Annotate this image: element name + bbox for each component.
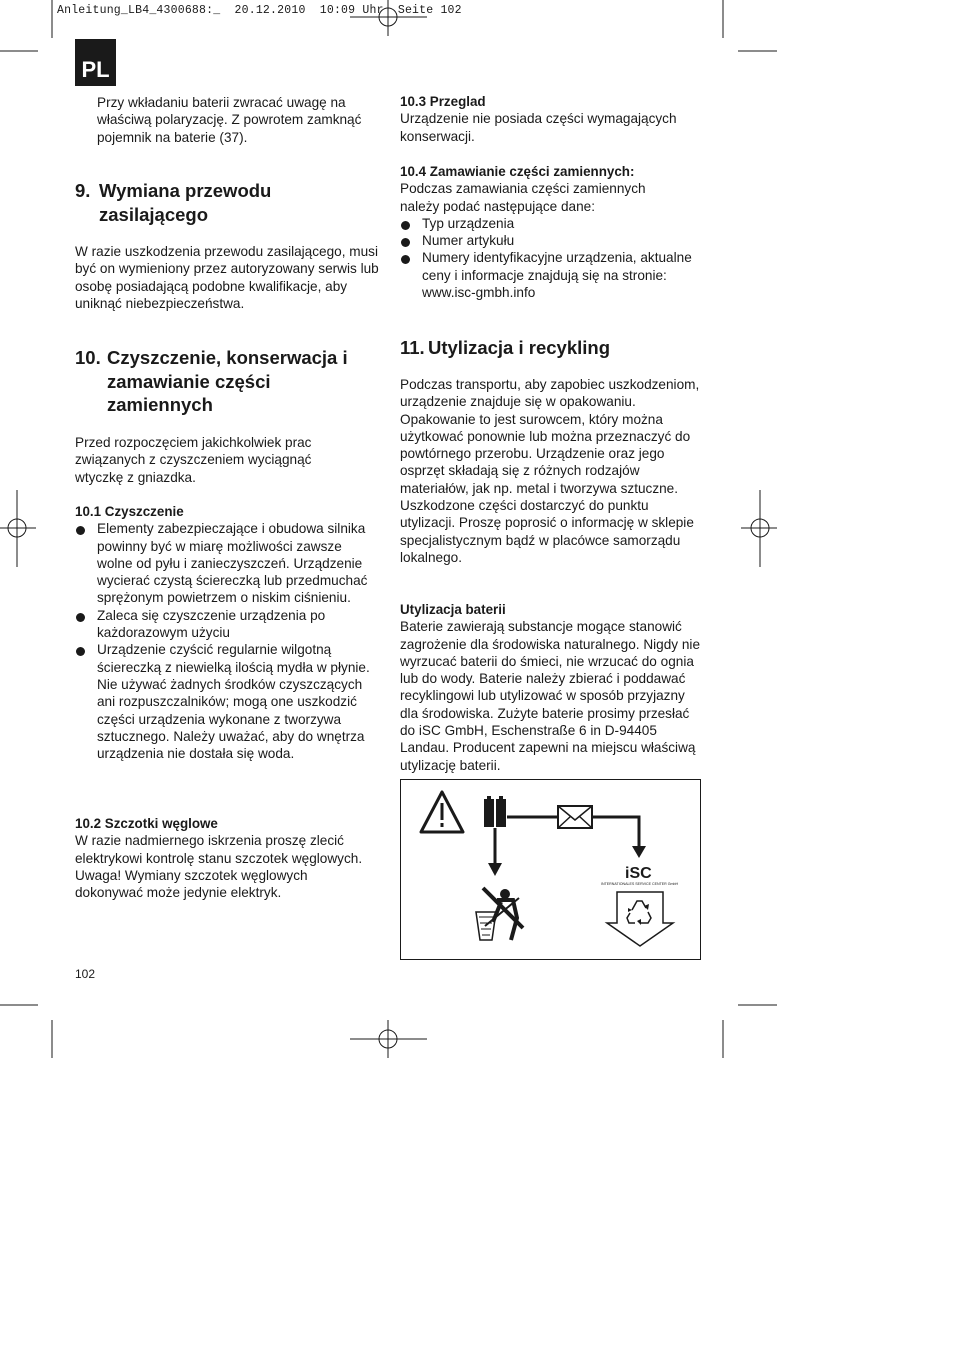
battery-disposal bbox=[400, 601, 705, 774]
order-data-list bbox=[400, 215, 705, 301]
page-number: 102 bbox=[75, 967, 96, 981]
print-header: Anleitung_LB4_4300688:_ 20.12.2010 10:09 Uhr Seite 102 bbox=[57, 4, 462, 17]
battery-icon bbox=[484, 796, 506, 827]
section-11-heading: 11. Utylizacja i recykling bbox=[400, 337, 611, 358]
cleaning-list bbox=[75, 520, 380, 762]
isc-recycling-icon bbox=[601, 865, 679, 946]
section-10-heading: 10. Czyszczenie, konserwacja i zamawianie części zamiennych bbox=[75, 347, 348, 415]
section-9-body: W razie uszkodzenia przewodu zasilającego, musi być on wymieniony przez autoryzowany serwis lub osobę posiadającą podobne kwalifikacje, aby uniknąć niebezpieczeństwa. bbox=[75, 244, 379, 311]
isc-caption: INTERNATIONALES SERVICE CENTER GmbH bbox=[601, 882, 679, 886]
list-item: Numery identyfikacyjne urządzenia, aktualne ceny i informacje znajdują się na stronie: www.isc-gmbh.info bbox=[400, 249, 694, 301]
section-10-4-body: Podczas zamawiania części zamiennych należy podać następujące dane: bbox=[400, 181, 646, 214]
language-badge: PL bbox=[75, 39, 116, 86]
section-10-3 bbox=[400, 93, 705, 145]
section-10-2-title: 10.2 Szczotki węglowe bbox=[75, 816, 218, 831]
battery-disposal-body: Baterie zawierają substancje mogące stanowić zagrożenie dla środowiska naturalnego. Nigdy nie wyrzucać baterii do śmieci, nie wrzucać do ognia lub do wody. Baterie należy zbierać i poddawać recyklingowi lub utylizować w sposób przyjazny dla środowiska. Zużyte baterie prosimy przesłać do iSC GmbH, Eschenstraße 6 in D-94405 Landau. Producent zapewni na miejscu właściwą utylizację baterii. bbox=[400, 619, 700, 773]
list-item: Typ urządzenia bbox=[400, 215, 705, 232]
section-9-heading: 9. Wymiana przewodu zasilającego bbox=[75, 180, 272, 225]
battery-disposal-title: Utylizacja baterii bbox=[400, 602, 506, 617]
envelope-icon bbox=[558, 806, 592, 828]
section-10-3-body: Urządzenie nie posiada części wymagających konserwacji. bbox=[400, 111, 677, 144]
warning-icon bbox=[421, 792, 463, 832]
list-item: Numer artykułu bbox=[400, 232, 705, 249]
section-10-1 bbox=[75, 503, 380, 762]
battery-disposal-diagram bbox=[400, 779, 701, 960]
section-10-2-body: W razie nadmiernego iskrzenia proszę zlecić elektrykowi kontrolę stanu szczotek węglowych. Uwaga! Wymiany szczotek węglowych dokonywać może jedynie elektryk. bbox=[75, 833, 363, 901]
section-10-1-title: 10.1 Czyszczenie bbox=[75, 504, 184, 519]
section-10-3-title: 10.3 Przeglad bbox=[400, 94, 486, 109]
section-11-body: Podczas transportu, aby zapobiec uszkodzeniom, urządzenie znajduje się w opakowaniu. Opakowanie to jest surowcem, który można użytkować ponownie lub można przeznaczyć do powtórnego przerobu. Urządzenie oraz jego osprzęt składają się z różnych rodzajów materiałów, jak np. metal i tworzywa sztuczne. Uszkodzone części dostarczyć do punktu utylizacji. Proszę poprosić o informację w sklepie specjalistycznym bądź w placówce samorządu lokalnego. bbox=[400, 377, 700, 565]
section-10-body: Przed rozpoczęciem jakichkolwiek prac związanych z czyszczeniem wyciągnąć wtyczkę z gniazdka. bbox=[75, 435, 312, 485]
list-item: Urządzenie czyścić regularnie wilgotną ściereczką z niewielką ilością mydła w płynie. Nie używać żadnych środków czyszczących ani rozpuszczalników; mogą one uszkodzić części urządzenia wykonane z tworzywa sztucznego. Należy uważać, aby do wnętrza urządzenia nie dostała się woda. bbox=[75, 641, 380, 762]
section-10-4-title: 10.4 Zamawianie części zamiennych: bbox=[400, 164, 635, 179]
battery-insert-note: Przy wkładaniu baterii zwracać uwagę na właściwą polaryzację. Z powrotem zamknąć pojemnik na baterie (37). bbox=[97, 95, 362, 145]
section-10-4 bbox=[400, 163, 705, 301]
isc-logo: iSC bbox=[625, 865, 652, 882]
section-10-2 bbox=[75, 815, 370, 901]
list-item: Elementy zabezpieczające i obudowa silnika powinny być w miarę możliwości zawsze wolne od pyłu i zanieczyszczeń. Urządzenie wycierać czystą ściereczką lub przedmuchać sprężonym powietrzem o niskim ciśnieniu. bbox=[75, 520, 380, 606]
no-trash-bin-icon bbox=[476, 888, 523, 940]
list-item: Zaleca się czyszczenie urządzenia po każdorazowym użyciu bbox=[75, 607, 380, 642]
